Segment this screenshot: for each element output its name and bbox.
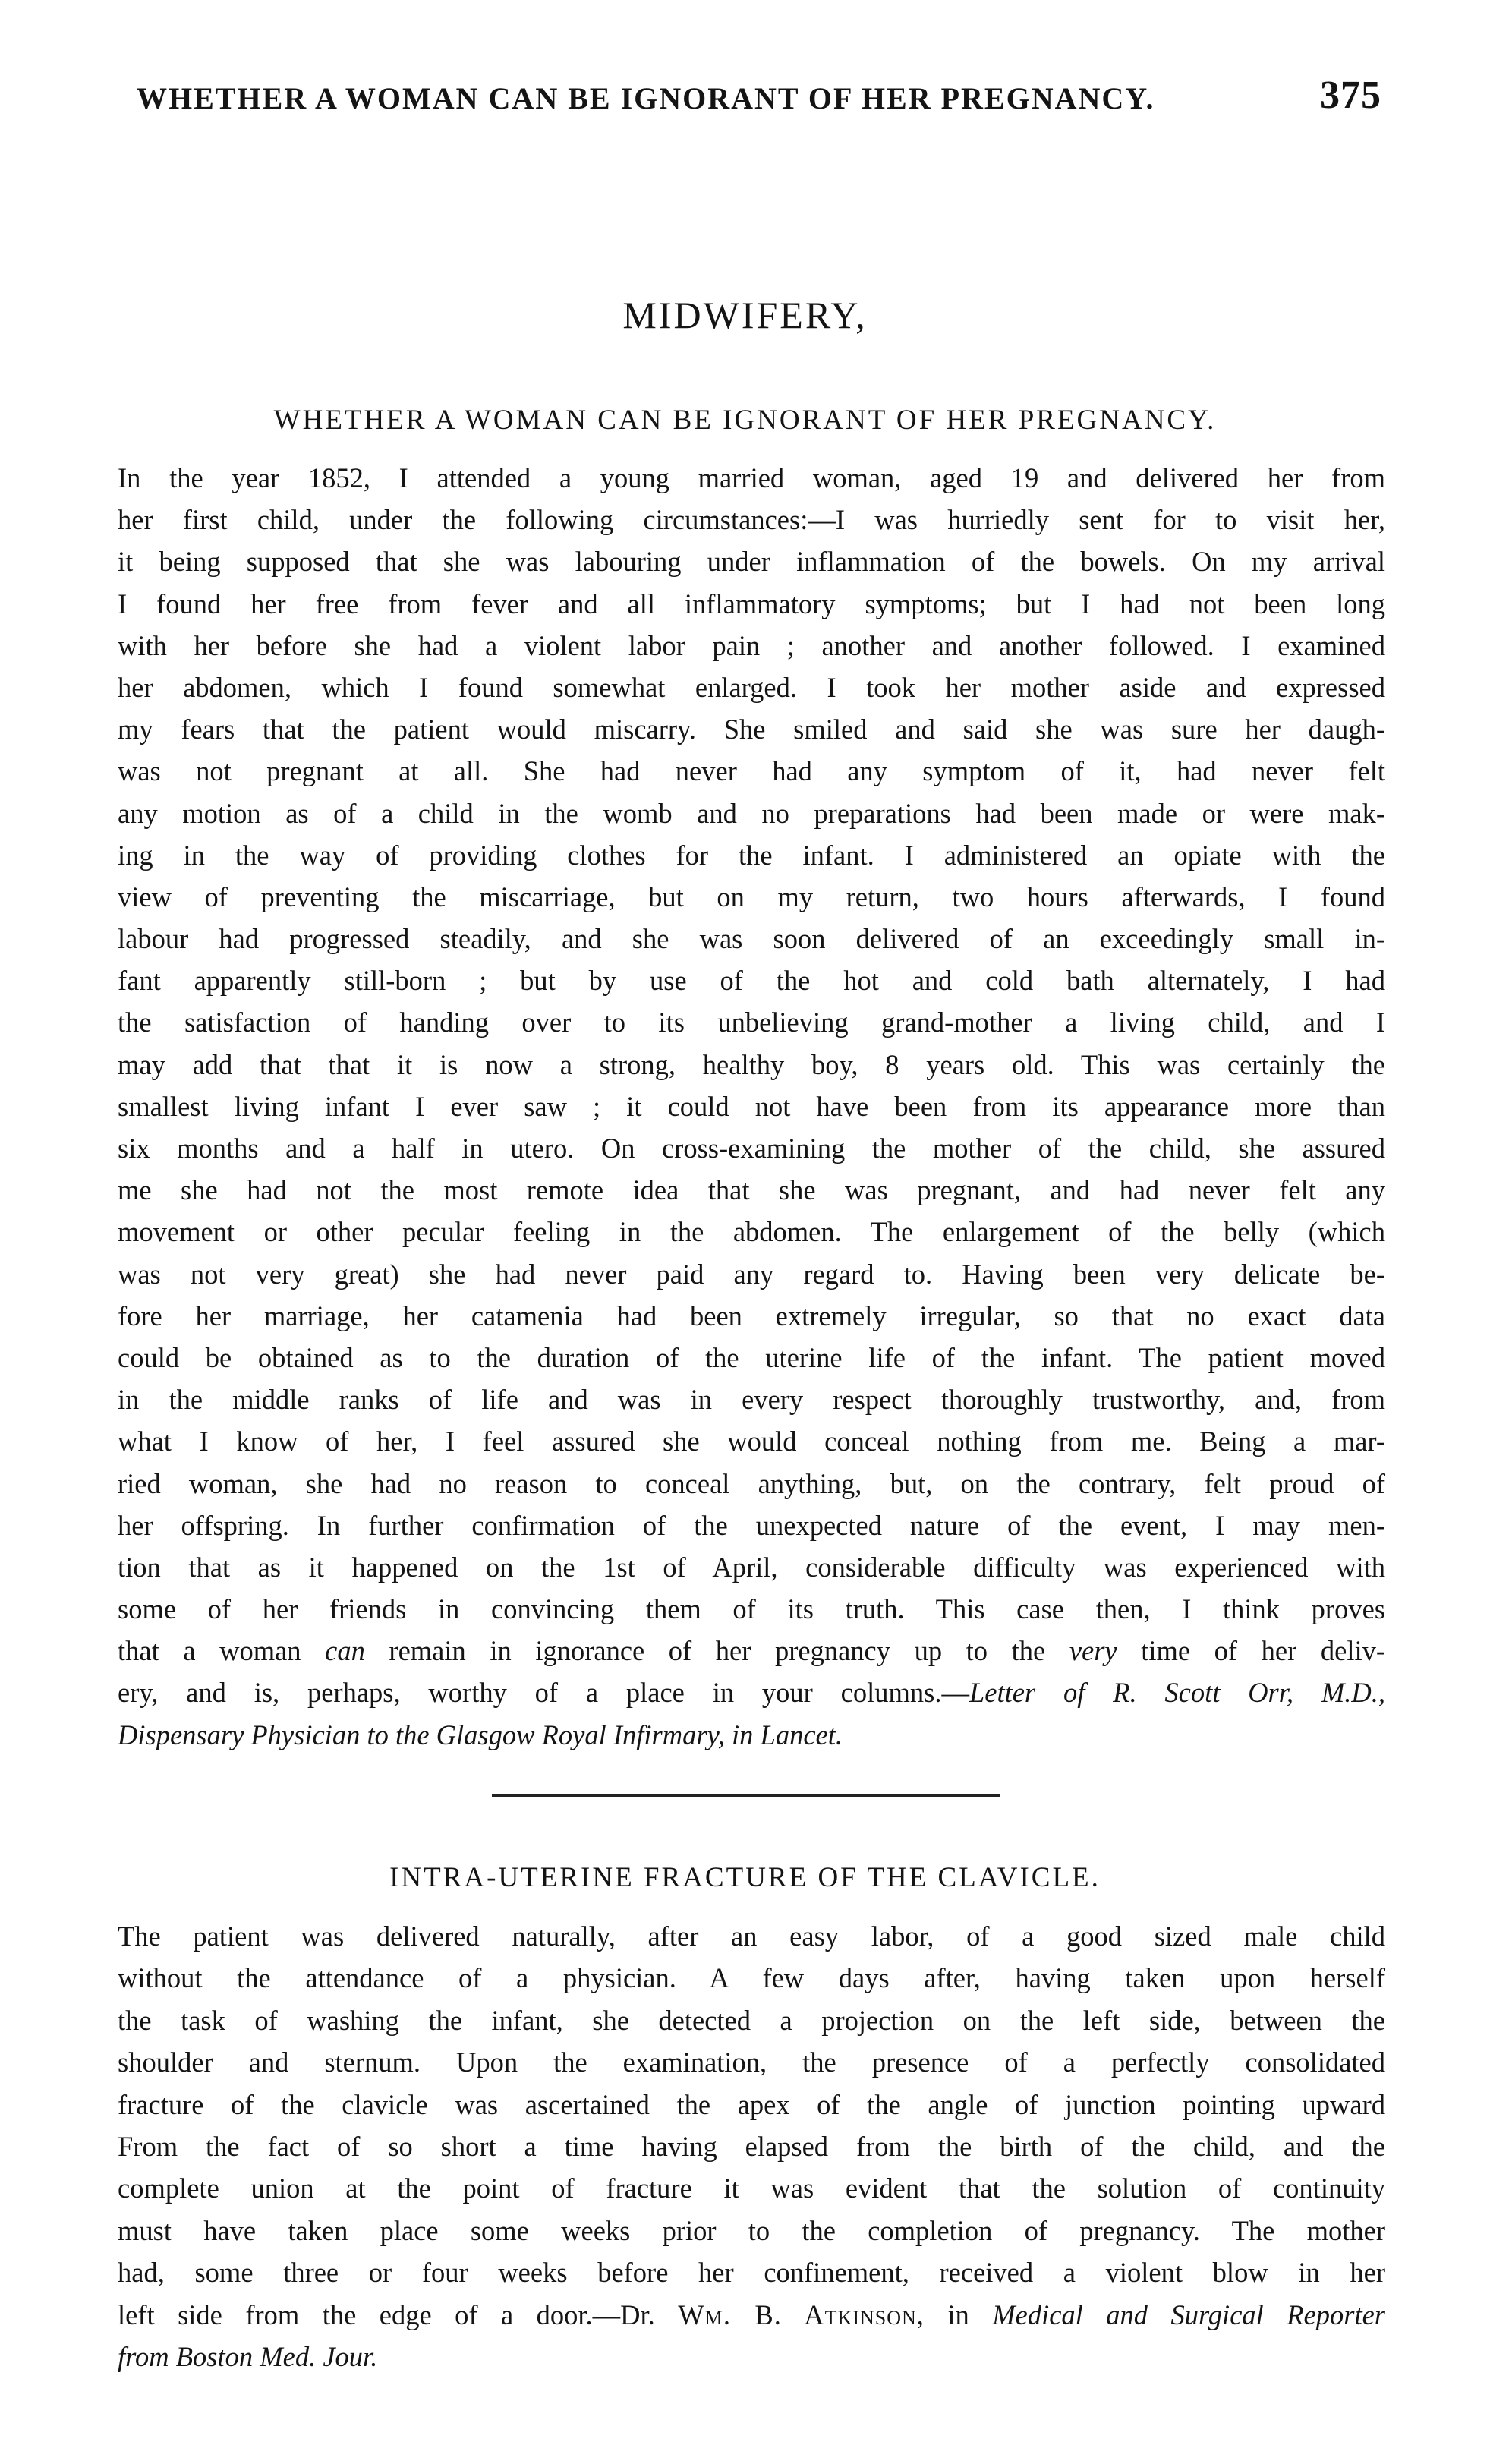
text-line: fracture of the clavicle was ascertained the apex of the angle of junction pointing upward <box>118 2088 1385 2120</box>
text-line <box>118 1714 1385 1756</box>
text-line: smallest living infant I ever saw ; it could not have been from its appearance more than <box>118 1090 1385 1122</box>
text-run: left side from the edge of a door.—Dr. <box>118 2299 679 2330</box>
text-line: fore her marriage, her catamenia had been extremely irregular, so that no exact data <box>118 1300 1385 1331</box>
section-title: MIDWIFERY, <box>622 294 868 336</box>
text-line: was not pregnant at all. She had never had any symptom of it, had never felt <box>118 755 1385 787</box>
article-title-pregnancy: WHETHER A WOMAN CAN BE IGNORANT OF HER PREGNANCY. <box>273 405 1217 436</box>
text-line: fant apparently still-born ; but by use of the hot and cold bath alternately, I had <box>118 965 1385 997</box>
text-line <box>118 1672 1385 1713</box>
text-line: six months and a half in utero. On cross-examining the mother of the child, she assured <box>118 1133 1385 1164</box>
text-line: could be obtained as to the duration of the uterine life of the infant. The patient moved <box>118 1341 1385 1373</box>
text-line: complete union at the point of fracture it was evident that the solution of continuity <box>118 2173 1385 2204</box>
text-line: shoulder and sternum. Upon the examination, the presence of a perfectly consolidated <box>118 2047 1385 2078</box>
text-line: in the middle ranks of life and was in every respect thoroughly trustworthy, and, from <box>118 1384 1385 1416</box>
author-run: Wm. B. Atkinson, <box>678 2299 925 2330</box>
text-line: her first child, under the following circumstances:—I was hurriedly sent for to visit her, <box>118 504 1385 536</box>
text-line: my fears that the patient would miscarry. She smiled and said she was sure her daugh- <box>118 714 1385 745</box>
text-line: may add that that it is now a strong, healthy boy, 8 years old. This was certainly the <box>118 1048 1385 1080</box>
text-line: The patient was delivered naturally, after an easy labor, of a good sized male child <box>118 1920 1385 1952</box>
italic-run: can <box>325 1635 365 1667</box>
text-line: ried woman, she had no reason to conceal anything, but, on the contrary, felt proud of <box>118 1467 1385 1499</box>
text-line: had, some three or four weeks before her confinement, received a violent blow in her <box>118 2257 1385 2289</box>
article-body-pregnancy <box>118 457 1385 1756</box>
article-title-clavicle: INTRA-UTERINE FRACTURE OF THE CLAVICLE. <box>389 1862 1101 1893</box>
page-number: 375 <box>1320 74 1381 117</box>
text-line: labour had progressed steadily, and she was soon delivered of an exceedingly small in- <box>118 923 1385 955</box>
text-line: some of her friends in convincing them of its truth. This case then, I think proves <box>118 1593 1385 1625</box>
text-line: her abdomen, which I found somewhat enlarged. I took her mother aside and expressed <box>118 671 1385 703</box>
text-line: the task of washing the infant, she detected a projection on the left side, between the <box>118 2004 1385 2036</box>
text-line: movement or other pecular feeling in the abdomen. The enlargement of the belly (which <box>118 1216 1385 1248</box>
text-line: the satisfaction of handing over to its unbelieving grand-mother a living child, and I <box>118 1007 1385 1038</box>
text-line: what I know of her, I feel assured she would conceal nothing from me. Being a mar- <box>118 1426 1385 1457</box>
text-line <box>118 2336 1385 2377</box>
running-head-title: WHETHER A WOMAN CAN BE IGNORANT OF HER PREGNANCY. <box>137 81 1155 115</box>
text-line: her offspring. In further confirmation of the unexpected nature of the event, I may men- <box>118 1509 1385 1541</box>
citation-run: Letter of R. Scott Orr, M.D., <box>969 1677 1386 1709</box>
text-line: with her before she had a violent labor pain ; another and another followed. I examined <box>118 629 1385 661</box>
text-line: me she had not the most remote idea that she was pregnant, and had never felt any <box>118 1174 1385 1206</box>
text-line <box>118 1630 1385 1672</box>
running-head <box>137 74 1381 134</box>
text-run: that a woman <box>118 1635 326 1667</box>
text-line: ing in the way of providing clothes for the infant. I administered an opiate with the <box>118 839 1385 871</box>
text-line: In the year 1852, I attended a young married woman, aged 19 and delivered her from <box>118 462 1385 493</box>
text-run: time of her deliv- <box>1117 1635 1385 1667</box>
text-line: without the attendance of a physician. A few days after, having taken upon herself <box>118 1962 1385 1994</box>
citation-run: Medical and Surgical Reporter <box>992 2299 1385 2330</box>
text-line: it being supposed that she was labouring under inflammation of the bowels. On my arrival <box>118 546 1385 578</box>
text-line: I found her free from fever and all inflammatory symptoms; but I had not been long <box>118 588 1385 619</box>
text-line: any motion as of a child in the womb and no preparations had been made or were mak- <box>118 797 1385 829</box>
text-line: From the fact of so short a time having elapsed from the birth of the child, and the <box>118 2130 1385 2162</box>
text-run: in <box>924 2299 993 2330</box>
citation-run: Dispensary Physician to the Glasgow Royal Infirmary, in Lancet. <box>118 1719 843 1750</box>
citation-run: from Boston Med. Jour. <box>118 2340 378 2372</box>
text-run: ery, and is, perhaps, worthy of a place in your columns.— <box>118 1677 969 1709</box>
text-line <box>118 2294 1385 2336</box>
section-divider <box>492 1794 1000 1797</box>
text-line: tion that as it happened on the 1st of April, considerable difficulty was experienced with <box>118 1551 1385 1583</box>
text-line: must have taken place some weeks prior to the completion of pregnancy. The mother <box>118 2214 1385 2246</box>
text-line: was not very great) she had never paid any regard to. Having been very delicate be- <box>118 1258 1385 1290</box>
italic-run: very <box>1069 1635 1117 1667</box>
article-body-clavicle <box>118 1915 1385 2377</box>
text-run: remain in ignorance of her pregnancy up to the <box>364 1635 1069 1667</box>
text-line: view of preventing the miscarriage, but on my return, two hours afterwards, I found <box>118 881 1385 912</box>
